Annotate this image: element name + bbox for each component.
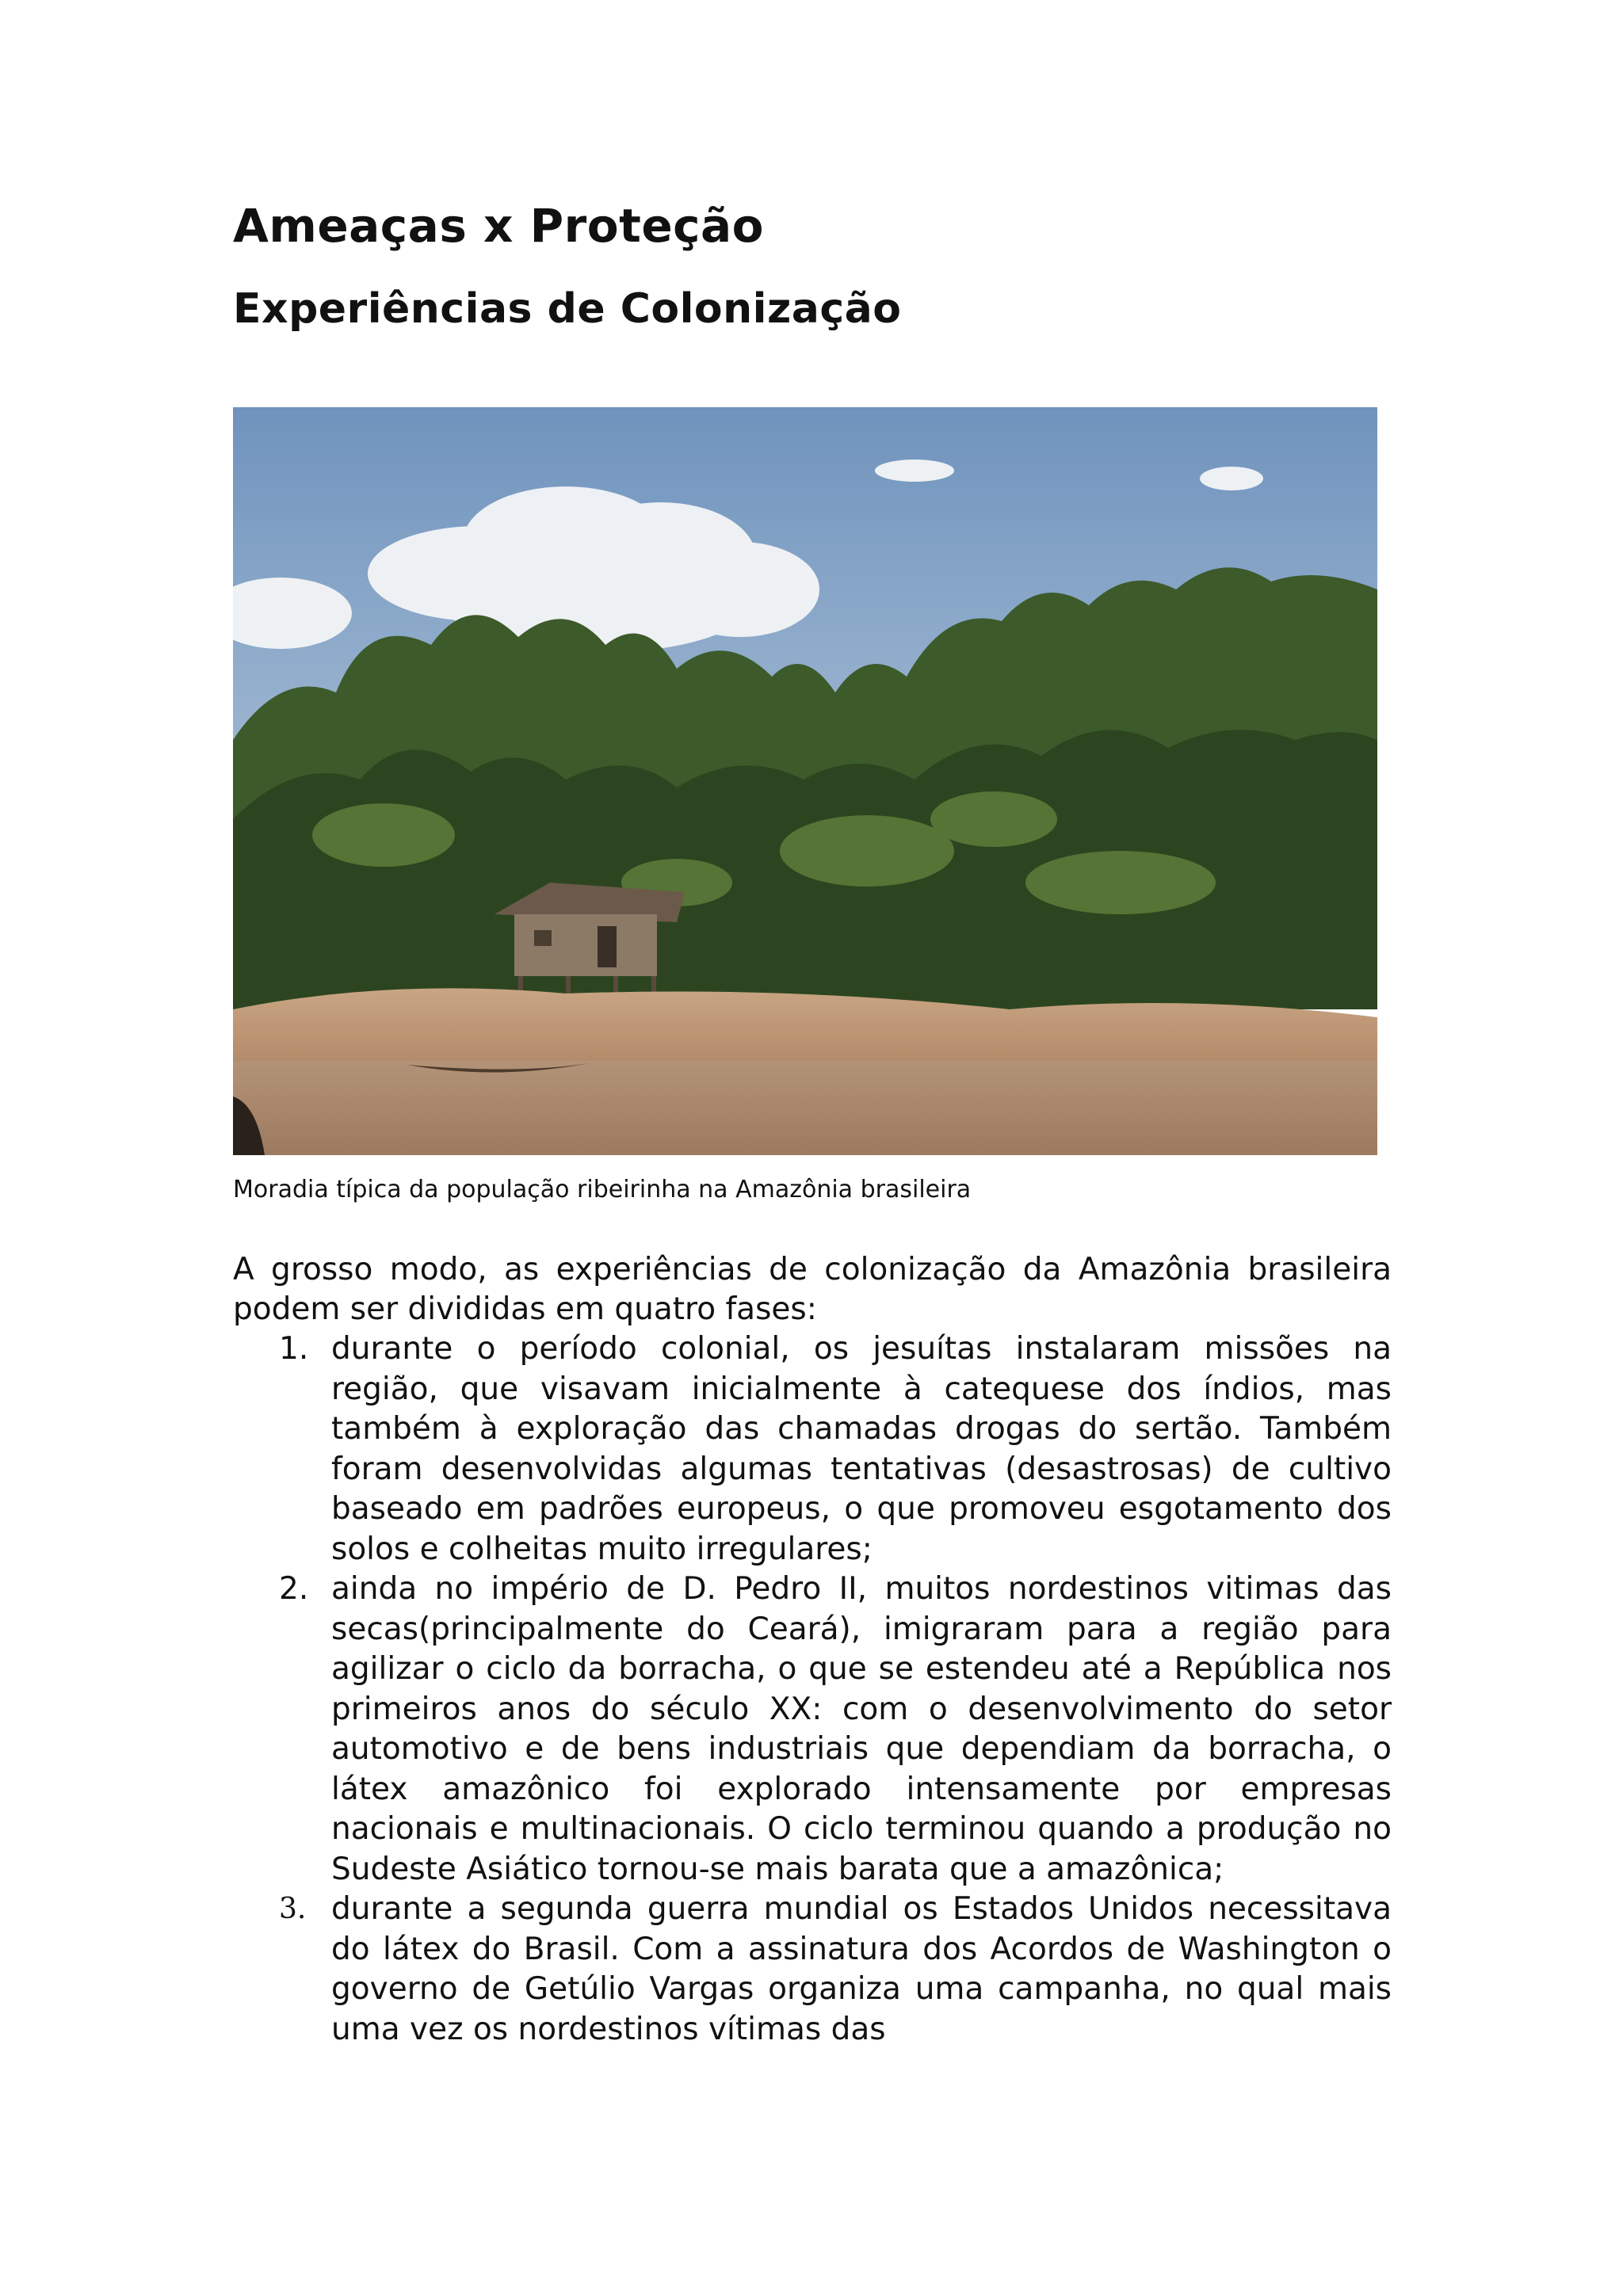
section-subtitle: Experiências de Colonização	[233, 285, 902, 333]
phases-list	[233, 1329, 1392, 2050]
list-item	[233, 1569, 1392, 1890]
list-item	[233, 1329, 1392, 1569]
list-item-number: 1.	[279, 1331, 309, 1367]
list-item-number: 3.	[279, 1893, 307, 1925]
figure-caption: Moradia típica da população ribeirinha na Amazônia brasileira	[233, 1176, 972, 1203]
intro-paragraph: A grosso modo, as experiências de colonização da Amazônia brasileira podem ser divididas em quatro fases:	[233, 1252, 1392, 1327]
list-item-text: ainda no império de D. Pedro II, muitos nordestinos vitimas das secas(principalmente do Ceará), imigraram para a região para agilizar o ciclo da borracha, o que se estendeu até a República nos primeiros anos do século XX: com o desenvolvimento do setor automotivo e de bens industriais que dependiam da borracha, o látex amazônico foi explorado intensamente por empresas nacionais e multinacionais. O ciclo terminou quando a produção no Sudeste Asiático tornou-se mais barata que a amazônica;	[331, 1571, 1392, 1887]
figure	[233, 407, 1392, 1206]
list-item-text: durante o período colonial, os jesuítas instalaram missões na região, que visavam inicialmente à catequese dos índios, mas também à exploração das chamadas drogas do sertão. Também foram desenvolvidas algumas tentativas (desastrosas) de cultivo baseado em padrões europeus, o que promoveu esgotamento dos solos e colheitas muito irregulares;	[331, 1331, 1392, 1567]
page-title: Ameaças x Proteção	[233, 199, 765, 253]
riverside-house-photo	[233, 407, 1377, 1155]
list-item-number: 2.	[279, 1571, 309, 1607]
list-item-text: durante a segunda guerra mundial os Estados Unidos necessitava do látex do Brasil. Com a assinatura dos Acordos de Washington o governo de Getúlio Vargas organiza uma campanha, no qual mais uma vez os nordestinos vítimas das	[331, 1891, 1392, 2047]
document-content	[233, 198, 1392, 2050]
list-item	[233, 1890, 1392, 2050]
